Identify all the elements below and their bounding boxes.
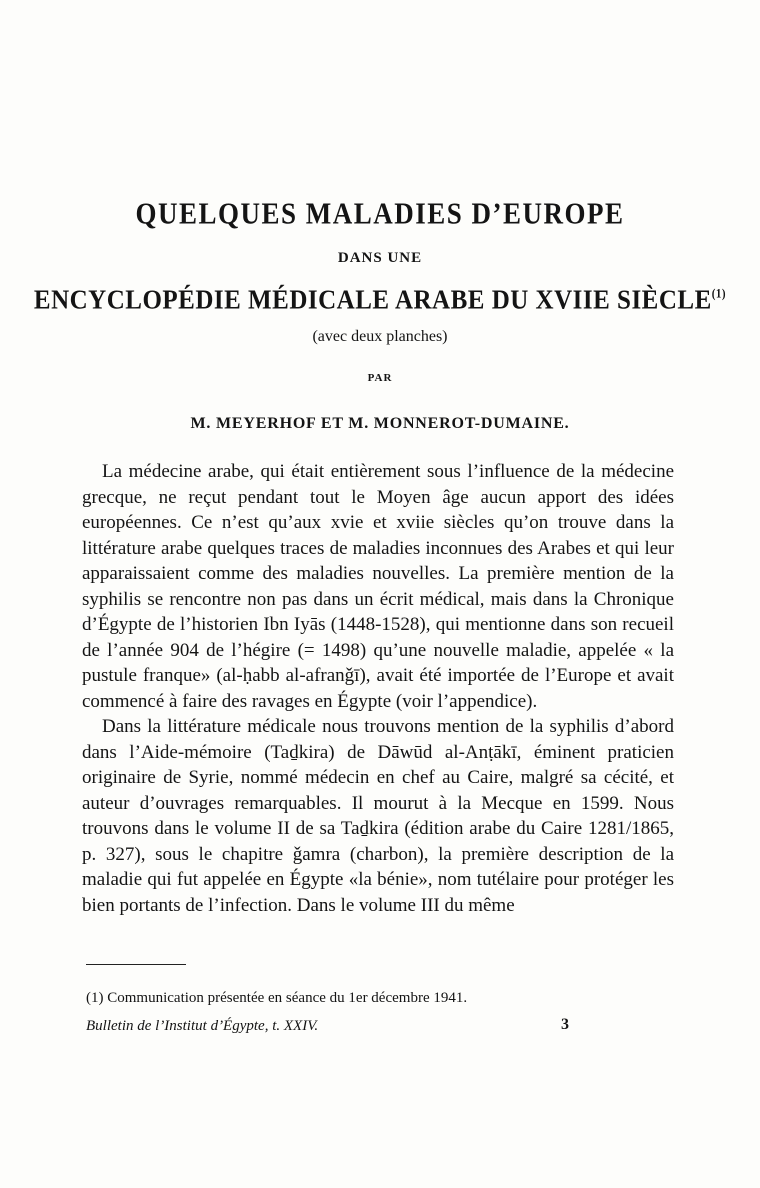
by-label: PAR <box>367 372 393 384</box>
article-body <box>82 459 674 918</box>
authors: M. MEYERHOF ET M. MONNEROT-DUMAINE. <box>190 415 570 432</box>
paragraph-2: Dans la littérature médicale nous trouvons mention de la syphilis d’abord dans l’Aide-mémoire (Taḏkira) de Dāwūd al-Anṭākī, éminent praticien originaire de Syrie, nommé médecin en chef au Caire, malgré sa cécité, et auteur d’ouvrages remarquables. Il mourut à la Mecque en 1599. Nous trouvons dans le volume II de sa Taḏkira (édition arabe du Caire 1281/1865, p. 327), sous le chapitre ǧamra (charbon), la première description de la maladie qui fut appelée en Égypte «la bénie», nom tutélaire pour protéger les bien portants de l’infection. Dans le volume III du même <box>82 716 674 916</box>
title-line-1: QUELQUES MALADIES D’EUROPE <box>135 195 625 231</box>
title-footnote-marker[interactable]: (1) <box>711 287 727 301</box>
bulletin-reference: Bulletin de l’Institut d’Égypte, t. XXIV. <box>86 1018 319 1034</box>
footnote: (1) Communication présentée en séance du 1er décembre 1941. <box>86 990 468 1006</box>
title-line-3-text: ENCYCLOPÉDIE MÉDICALE ARABE DU XVIIE SIÈCLE <box>33 285 712 316</box>
paragraph-1: La médecine arabe, qui était entièrement sous l’influence de la médecine grecque, ne reçut pendant tout le Moyen âge aucun apport des idées européennes. Ce n’est qu’aux xvie et xviie siècles qu’on trouve dans la littérature arabe quelques traces de maladies inconnues des Arabes et qui leur apparaissaient comme des maladies nouvelles. La première mention de la syphilis se rencontre non pas dans un écrit médical, mais dans la Chronique d’Égypte de l’historien Ibn Iyās (1448-1528), qui mentionne dans son recueil de l’année 904 de l’hégire (= 1498) qu’une nouvelle maladie, appelée « la pustule franque» (al-ḥabb al-afranǧī), avait été importée de l’Europe et avait commencé à faire des ravages en Égypte (voir l’appendice). <box>82 461 674 712</box>
footnote-rule <box>86 964 186 965</box>
subtitle: (avec deux planches) <box>312 328 448 345</box>
title-line-3 <box>0 286 760 317</box>
title-line-2: DANS UNE <box>337 250 423 266</box>
page-number: 3 <box>561 1016 569 1033</box>
